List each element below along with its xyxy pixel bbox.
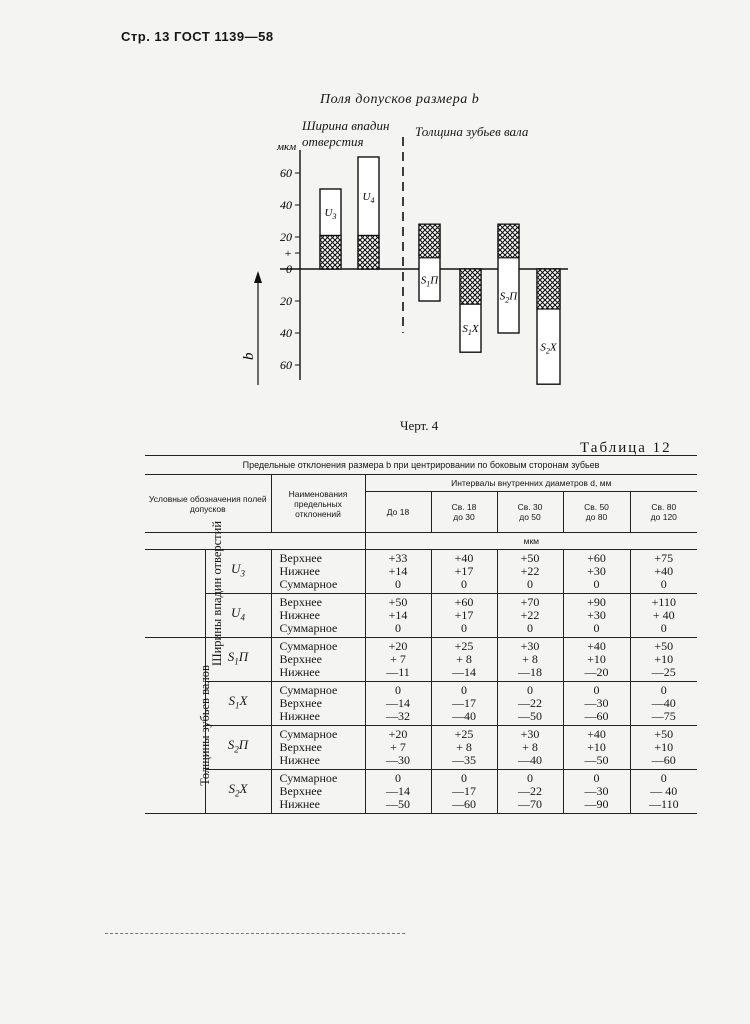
field-code: $S_2П$: [205, 726, 271, 770]
figure-title: Поля допусков размера b: [320, 92, 480, 107]
field-code: $U_4$: [205, 594, 271, 638]
deviation-values: +50 +14 0: [365, 594, 431, 638]
figure-caption: Черт. 4: [400, 418, 439, 433]
col-field-header: Условные обозначения полей допусков: [145, 475, 271, 533]
hole-label-line2: отверстия: [302, 134, 364, 149]
bar-label: $U_3$: [324, 207, 337, 222]
group-hole-label: Ширины впадин отверстий: [145, 550, 205, 638]
tolerance-bar-U3: [320, 189, 341, 269]
deviation-values: +25 + 8 —14: [431, 638, 497, 682]
y-tick-label: 60: [280, 166, 292, 180]
deviation-values: 0 —40 —75: [630, 682, 697, 726]
deviation-values: 0 —14 —32: [365, 682, 431, 726]
deviation-values: +60 +17 0: [431, 594, 497, 638]
deviation-values: +40 +10 —20: [563, 638, 630, 682]
deviation-values: +30 + 8 —40: [497, 726, 563, 770]
interval-header-4: Св. 80 до 120: [630, 492, 697, 533]
deviation-values: +50 +10 —60: [630, 726, 697, 770]
bar-hatch: [460, 269, 481, 304]
deviation-values: +50 +22 0: [497, 550, 563, 594]
b-axis-letter: b: [241, 352, 257, 360]
field-code: $U_3$: [205, 550, 271, 594]
bar-label: $S_2X$: [540, 341, 557, 356]
table-row: [145, 594, 697, 638]
table-row: [145, 726, 697, 770]
footer-divider: [105, 933, 405, 934]
tolerance-bar-S1X: [460, 269, 481, 352]
table-row: [145, 638, 697, 682]
deviation-values: 0 —22 —70: [497, 770, 563, 814]
table-row: [145, 550, 697, 594]
bar-label: $U_4$: [362, 191, 375, 206]
col-names-header: Наименования предельных отклонений: [271, 475, 365, 533]
deviation-values: 0 —17 —40: [431, 682, 497, 726]
deviation-values: 0 — 40 —110: [630, 770, 697, 814]
bar-label: $S_1П$: [420, 274, 439, 289]
deviation-values: +40 +17 0: [431, 550, 497, 594]
deviation-names: Верхнее Нижнее Суммарное: [271, 550, 365, 594]
deviation-values: 0 —30 —60: [563, 682, 630, 726]
col-intervals-header: Интервалы внутренних диаметров d, мм: [365, 475, 697, 492]
interval-header-1: Св. 18 до 30: [431, 492, 497, 533]
group-shaft-label: Толщины зубьев валов: [145, 638, 205, 814]
deviation-values: 0 —17 —60: [431, 770, 497, 814]
deviation-values: 0 —30 —90: [563, 770, 630, 814]
tolerance-table: [145, 455, 697, 814]
table-label: Таблица 12: [580, 440, 672, 456]
deviation-names: Суммарное Верхнее Нижнее: [271, 770, 365, 814]
bar-label: $S_1X$: [462, 323, 479, 338]
table-title: Предельные отклонения размера b при центрировании по боковым сторонам зубьев: [145, 456, 697, 475]
page-header: Стр. 13 ГОСТ 1139—58: [121, 29, 274, 44]
chart-bars: [320, 157, 560, 384]
y-tick-label: 40: [280, 326, 292, 340]
deviation-values: +70 +22 0: [497, 594, 563, 638]
deviation-values: +75 +40 0: [630, 550, 697, 594]
deviation-values: +40 +10 —50: [563, 726, 630, 770]
deviation-names: Верхнее Нижнее Суммарное: [271, 594, 365, 638]
bar-hatch: [358, 235, 379, 269]
deviation-names: Суммарное Верхнее Нижнее: [271, 638, 365, 682]
bar-hatch: [419, 224, 440, 258]
tolerance-bar-S2П: [498, 224, 519, 333]
tolerance-bar-U4: [358, 157, 379, 269]
y-tick-label: 20: [280, 294, 292, 308]
y-tick-label: 0: [286, 262, 292, 276]
field-code: $S_1П$: [205, 638, 271, 682]
deviation-values: +30 + 8 —18: [497, 638, 563, 682]
bar-hatch: [320, 235, 341, 269]
deviation-values: 0 —14 —50: [365, 770, 431, 814]
b-arrow-head: [254, 271, 262, 283]
deviation-values: +90 +30 0: [563, 594, 630, 638]
table-row: [145, 770, 697, 814]
bar-hatch: [537, 269, 560, 309]
deviation-values: +20 + 7 —11: [365, 638, 431, 682]
unit-label: мкм: [277, 141, 297, 153]
units-header: мкм: [365, 533, 697, 550]
tolerance-chart: [0, 0, 750, 420]
tolerance-bar-S1П: [419, 224, 440, 301]
bar-label: $S_2П$: [499, 290, 518, 305]
interval-header-0: До 18: [365, 492, 431, 533]
deviation-values: 0 —22 —50: [497, 682, 563, 726]
shaft-label: Толщина зубьев вала: [415, 124, 529, 139]
field-code: $S_2X$: [205, 770, 271, 814]
y-tick-label: 40: [280, 198, 292, 212]
deviation-values: +50 +10 —25: [630, 638, 697, 682]
deviation-values: +33 +14 0: [365, 550, 431, 594]
deviation-names: Суммарное Верхнее Нижнее: [271, 682, 365, 726]
hole-label-line1: Ширина впадин: [302, 118, 390, 133]
field-code: $S_1X$: [205, 682, 271, 726]
deviation-values: +110 + 40 0: [630, 594, 697, 638]
deviation-names: Суммарное Верхнее Нижнее: [271, 726, 365, 770]
y-tick-label: +: [283, 246, 292, 260]
tolerance-table-wrap: [145, 455, 697, 814]
deviation-values: +20 + 7 —30: [365, 726, 431, 770]
interval-header-2: Св. 30 до 50: [497, 492, 563, 533]
deviation-values: +25 + 8 —35: [431, 726, 497, 770]
interval-header-3: Св. 50 до 80: [563, 492, 630, 533]
y-tick-label: 60: [280, 358, 292, 372]
bar-hatch: [498, 224, 519, 258]
tolerance-bar-S2X: [537, 269, 560, 384]
table-row: [145, 682, 697, 726]
y-tick-label: 20: [280, 230, 292, 244]
deviation-values: +60 +30 0: [563, 550, 630, 594]
